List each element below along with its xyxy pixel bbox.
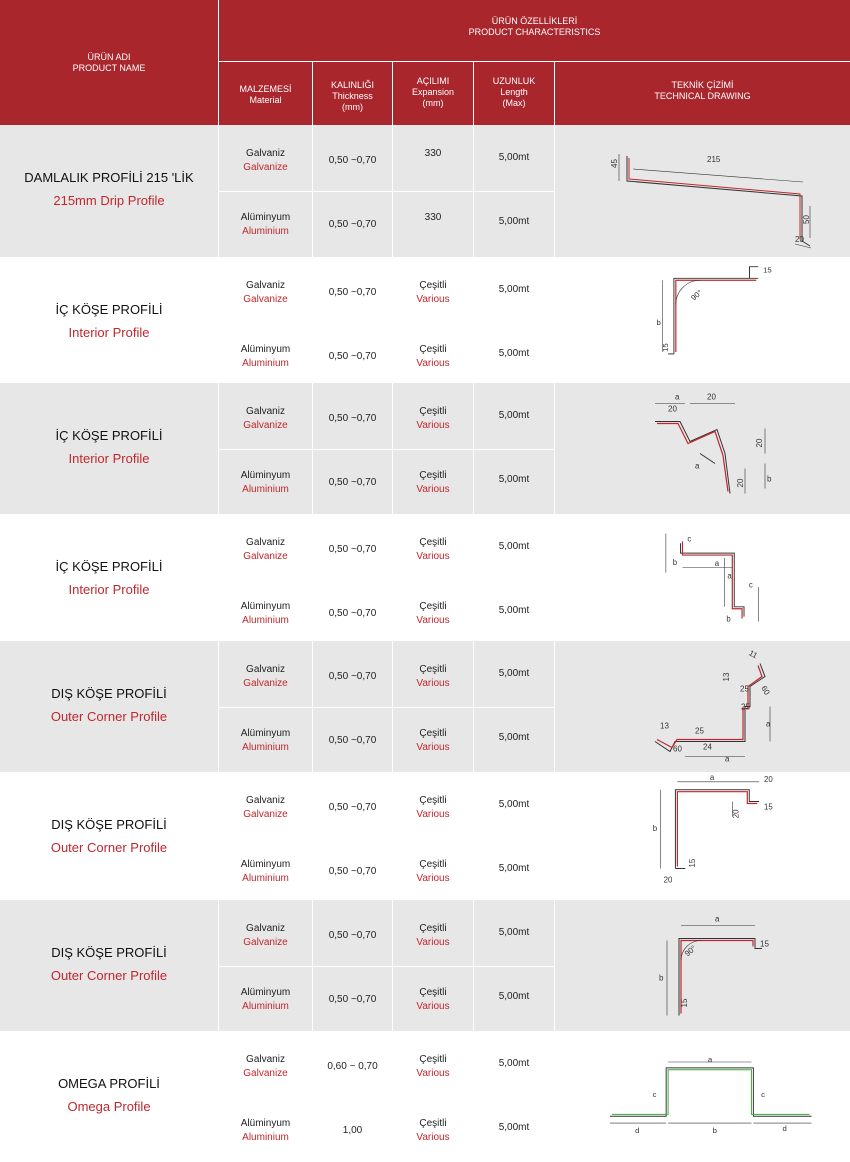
thickness-value: 0,50 ~0,70 bbox=[328, 413, 377, 424]
thickness-cell bbox=[313, 412, 392, 426]
expansion-cell bbox=[393, 279, 473, 307]
material-en: Aluminium bbox=[242, 226, 289, 237]
product-name-tr: DIŞ KÖŞE PROFİLİ bbox=[51, 817, 167, 832]
material-tr: Alüminyum bbox=[240, 344, 291, 355]
length-cell bbox=[474, 1121, 554, 1135]
expansion-en: Various bbox=[416, 294, 450, 305]
material-tr: Galvaniz bbox=[246, 148, 285, 159]
product-group-7 bbox=[0, 900, 850, 1031]
table-header bbox=[0, 0, 850, 125]
expansion-cell bbox=[393, 536, 473, 564]
svg-text:25: 25 bbox=[741, 702, 750, 712]
thickness-value: 0,50 ~0,70 bbox=[328, 477, 377, 488]
column-unit: (Max) bbox=[502, 98, 526, 108]
column-tr: MALZEMESİ bbox=[239, 84, 292, 94]
length-cell bbox=[474, 473, 554, 487]
material-en: Galvanize bbox=[243, 420, 288, 431]
product-name-tr: DIŞ KÖŞE PROFİLİ bbox=[51, 686, 167, 701]
svg-text:60: 60 bbox=[673, 744, 682, 754]
material-tr: Alüminyum bbox=[240, 987, 291, 998]
column-en: Length bbox=[500, 87, 528, 97]
product-group-8 bbox=[0, 1031, 850, 1157]
product-name-en: PRODUCT NAME bbox=[72, 63, 146, 73]
product-name bbox=[0, 1075, 218, 1116]
product-name-tr: İÇ KÖŞE PROFİLİ bbox=[55, 428, 163, 443]
length-value: 5,00mt bbox=[498, 732, 530, 743]
characteristics-header bbox=[219, 16, 850, 38]
thickness-cell bbox=[313, 543, 392, 557]
svg-text:90°: 90° bbox=[689, 287, 705, 303]
svg-text:15: 15 bbox=[760, 939, 769, 949]
svg-text:20: 20 bbox=[663, 875, 673, 885]
length-value: 5,00mt bbox=[498, 348, 530, 359]
outer-corner-drawing-1-svg bbox=[555, 641, 850, 772]
thickness-cell bbox=[313, 1124, 392, 1138]
material-tr: Galvaniz bbox=[246, 406, 285, 417]
expansion-cell bbox=[393, 858, 473, 886]
interior-corner-drawing-2-svg bbox=[555, 383, 850, 514]
expansion-value: Çeşitli bbox=[419, 923, 447, 934]
expansion-cell bbox=[393, 922, 473, 950]
column-tr: KALINLIĞI bbox=[330, 80, 375, 90]
product-group-4 bbox=[0, 514, 850, 641]
product-name bbox=[0, 685, 218, 726]
material-en: Aluminium bbox=[242, 358, 289, 369]
drip-profile-drawing-svg bbox=[555, 125, 850, 257]
expansion-en: Various bbox=[416, 937, 450, 948]
svg-text:45: 45 bbox=[610, 159, 619, 168]
svg-text:b: b bbox=[712, 1125, 717, 1135]
length-cell bbox=[474, 151, 554, 165]
material-cell bbox=[219, 1117, 312, 1145]
thickness-value: 0,50 ~0,70 bbox=[328, 930, 377, 941]
product-group-5 bbox=[0, 641, 850, 772]
svg-text:25: 25 bbox=[695, 726, 704, 736]
svg-text:c: c bbox=[687, 534, 692, 544]
svg-text:24: 24 bbox=[703, 742, 712, 752]
thickness-value: 0,50 ~0,70 bbox=[328, 802, 377, 813]
svg-text:b: b bbox=[652, 824, 658, 834]
length-cell bbox=[474, 215, 554, 229]
expansion-value: Çeşitli bbox=[419, 664, 447, 675]
svg-text:50: 50 bbox=[802, 215, 811, 224]
product-name-tr: İÇ KÖŞE PROFİLİ bbox=[55, 559, 163, 574]
svg-text:20: 20 bbox=[736, 478, 745, 488]
column-tr: UZUNLUK bbox=[492, 76, 536, 86]
length-value: 5,00mt bbox=[498, 1122, 530, 1133]
thickness-cell bbox=[313, 670, 392, 684]
material-en: Aluminium bbox=[242, 1001, 289, 1012]
expansion-en: Various bbox=[416, 1001, 450, 1012]
interior-corner-drawing-2 bbox=[555, 383, 850, 514]
thickness-value: 0,50 ~0,70 bbox=[328, 351, 377, 362]
thickness-cell bbox=[313, 476, 392, 490]
svg-text:20: 20 bbox=[668, 404, 677, 414]
svg-text:13: 13 bbox=[722, 672, 731, 682]
thickness-value: 0,50 ~0,70 bbox=[328, 735, 377, 746]
length-value: 5,00mt bbox=[498, 152, 530, 163]
material-en: Galvanize bbox=[243, 162, 288, 173]
material-tr: Alüminyum bbox=[240, 601, 291, 612]
product-group-6 bbox=[0, 772, 850, 900]
material-en: Aluminium bbox=[242, 742, 289, 753]
product-name bbox=[0, 944, 218, 985]
thickness-cell bbox=[313, 865, 392, 879]
material-cell bbox=[219, 343, 312, 371]
expansion-value: Çeşitli bbox=[419, 795, 447, 806]
svg-text:a: a bbox=[707, 1055, 713, 1065]
svg-text:20: 20 bbox=[764, 774, 773, 784]
thickness-cell bbox=[313, 350, 392, 364]
product-name bbox=[0, 169, 218, 210]
product-group-1 bbox=[0, 125, 850, 257]
material-en: Aluminium bbox=[242, 873, 289, 884]
material-en: Galvanize bbox=[243, 294, 288, 305]
expansion-value: Çeşitli bbox=[419, 859, 447, 870]
material-tr: Galvaniz bbox=[246, 664, 285, 675]
expansion-value: 330 bbox=[424, 212, 442, 223]
svg-text:b: b bbox=[767, 474, 772, 484]
expansion-cell bbox=[393, 211, 473, 225]
expansion-en: Various bbox=[416, 678, 450, 689]
product-name-en: Outer Corner Profile bbox=[50, 840, 168, 855]
expansion-value: Çeşitli bbox=[419, 470, 447, 481]
expansion-cell bbox=[393, 794, 473, 822]
thickness-value: 0,50 ~0,70 bbox=[328, 866, 377, 877]
product-name-tr: DIŞ KÖŞE PROFİLİ bbox=[51, 945, 167, 960]
svg-text:a: a bbox=[766, 719, 771, 729]
expansion-en: Various bbox=[416, 420, 450, 431]
thickness-cell bbox=[313, 929, 392, 943]
thickness-cell bbox=[313, 993, 392, 1007]
material-tr: Alüminyum bbox=[240, 470, 291, 481]
svg-text:c: c bbox=[652, 1089, 657, 1099]
expansion-value: Çeşitli bbox=[419, 1118, 447, 1129]
product-name-en: Outer Corner Profile bbox=[50, 709, 168, 724]
thickness-cell bbox=[313, 801, 392, 815]
length-value: 5,00mt bbox=[498, 927, 530, 938]
expansion-cell bbox=[393, 147, 473, 161]
material-en: Galvanize bbox=[243, 809, 288, 820]
column-tr: TEKNİK ÇİZİMİ bbox=[671, 80, 734, 90]
outer-corner-drawing-2 bbox=[555, 772, 850, 900]
length-cell bbox=[474, 990, 554, 1004]
material-cell bbox=[219, 858, 312, 886]
material-tr: Galvaniz bbox=[246, 280, 285, 291]
length-cell bbox=[474, 926, 554, 940]
expansion-value: Çeşitli bbox=[419, 280, 447, 291]
length-value: 5,00mt bbox=[498, 605, 530, 616]
length-cell bbox=[474, 862, 554, 876]
expansion-cell bbox=[393, 405, 473, 433]
expansion-value: Çeşitli bbox=[419, 344, 447, 355]
svg-text:d: d bbox=[782, 1123, 787, 1133]
svg-text:c: c bbox=[761, 1089, 766, 1099]
expansion-cell bbox=[393, 469, 473, 497]
length-cell bbox=[474, 1057, 554, 1071]
product-name-en: Interior Profile bbox=[68, 325, 150, 340]
material-cell bbox=[219, 211, 312, 239]
expansion-cell bbox=[393, 600, 473, 628]
product-group-2 bbox=[0, 257, 850, 383]
material-cell bbox=[219, 147, 312, 175]
expansion-en: Various bbox=[416, 873, 450, 884]
svg-text:15: 15 bbox=[661, 343, 671, 352]
svg-text:a: a bbox=[714, 558, 720, 568]
length-cell bbox=[474, 409, 554, 423]
svg-text:11: 11 bbox=[747, 648, 759, 661]
material-en: Galvanize bbox=[243, 937, 288, 948]
length-value: 5,00mt bbox=[498, 1058, 530, 1069]
material-cell bbox=[219, 727, 312, 755]
material-tr: Galvaniz bbox=[246, 923, 285, 934]
material-tr: Galvaniz bbox=[246, 1054, 285, 1065]
length-value: 5,00mt bbox=[498, 799, 530, 810]
expansion-cell bbox=[393, 1053, 473, 1081]
length-value: 5,00mt bbox=[498, 863, 530, 874]
expansion-en: Various bbox=[416, 809, 450, 820]
thickness-cell bbox=[313, 1060, 392, 1074]
product-name-en: 215mm Drip Profile bbox=[53, 193, 165, 208]
length-value: 5,00mt bbox=[498, 991, 530, 1002]
product-name-en: Interior Profile bbox=[68, 582, 150, 597]
column-unit: (mm) bbox=[342, 102, 363, 112]
thickness-value: 0,60 ~ 0,70 bbox=[327, 1061, 378, 1072]
material-en: Aluminium bbox=[242, 615, 289, 626]
product-name-tr: DAMLALIK PROFİLİ 215 'LİK bbox=[24, 170, 194, 185]
column-en: Material bbox=[249, 95, 282, 105]
interior-corner-drawing-3 bbox=[555, 514, 850, 641]
length-cell bbox=[474, 667, 554, 681]
thickness-value: 1,00 bbox=[342, 1125, 363, 1136]
thickness-cell bbox=[313, 286, 392, 300]
length-cell bbox=[474, 798, 554, 812]
svg-text:c: c bbox=[748, 580, 753, 590]
svg-text:20: 20 bbox=[755, 438, 764, 448]
column-header-expansion bbox=[393, 76, 473, 109]
svg-text:b: b bbox=[672, 557, 678, 567]
omega-profile-drawing bbox=[555, 1031, 850, 1157]
column-tr: AÇILIMI bbox=[416, 76, 450, 86]
svg-text:215: 215 bbox=[707, 155, 721, 164]
material-tr: Alüminyum bbox=[240, 728, 291, 739]
svg-text:13: 13 bbox=[660, 721, 669, 731]
svg-text:15: 15 bbox=[764, 802, 773, 812]
material-en: Galvanize bbox=[243, 678, 288, 689]
length-cell bbox=[474, 347, 554, 361]
svg-text:25: 25 bbox=[740, 684, 749, 694]
column-en: Expansion bbox=[411, 87, 455, 97]
material-cell bbox=[219, 986, 312, 1014]
length-cell bbox=[474, 540, 554, 554]
outer-corner-drawing-3 bbox=[555, 900, 850, 1031]
expansion-en: Various bbox=[416, 1068, 450, 1079]
expansion-cell bbox=[393, 727, 473, 755]
length-value: 5,00mt bbox=[498, 284, 530, 295]
product-name-tr: İÇ KÖŞE PROFİLİ bbox=[55, 302, 163, 317]
length-value: 5,00mt bbox=[498, 410, 530, 421]
svg-text:a: a bbox=[675, 392, 680, 402]
expansion-cell bbox=[393, 986, 473, 1014]
interior-corner-drawing-1-svg bbox=[555, 257, 850, 383]
expansion-value: Çeşitli bbox=[419, 406, 447, 417]
interior-corner-drawing-1 bbox=[555, 257, 850, 383]
column-en: Thickness bbox=[332, 91, 373, 101]
omega-profile-drawing-svg bbox=[555, 1031, 850, 1157]
expansion-value: Çeşitli bbox=[419, 537, 447, 548]
product-name-en: Interior Profile bbox=[68, 451, 150, 466]
thickness-value: 0,50 ~0,70 bbox=[328, 155, 377, 166]
material-en: Aluminium bbox=[242, 484, 289, 495]
thickness-value: 0,50 ~0,70 bbox=[328, 608, 377, 619]
outer-corner-drawing-3-svg bbox=[555, 900, 850, 1031]
svg-text:d: d bbox=[635, 1125, 640, 1135]
svg-text:a: a bbox=[709, 772, 715, 782]
svg-text:15: 15 bbox=[688, 858, 698, 868]
material-cell bbox=[219, 469, 312, 497]
product-group-3 bbox=[0, 383, 850, 514]
svg-text:20: 20 bbox=[707, 392, 716, 402]
material-tr: Alüminyum bbox=[240, 1118, 291, 1129]
material-cell bbox=[219, 663, 312, 691]
material-cell bbox=[219, 600, 312, 628]
expansion-cell bbox=[393, 343, 473, 371]
material-tr: Galvaniz bbox=[246, 795, 285, 806]
expansion-value: Çeşitli bbox=[419, 987, 447, 998]
material-en: Galvanize bbox=[243, 551, 288, 562]
thickness-value: 0,50 ~0,70 bbox=[328, 544, 377, 555]
expansion-en: Various bbox=[416, 551, 450, 562]
length-value: 5,00mt bbox=[498, 474, 530, 485]
expansion-en: Various bbox=[416, 484, 450, 495]
expansion-cell bbox=[393, 1117, 473, 1145]
product-name bbox=[0, 816, 218, 857]
thickness-cell bbox=[313, 154, 392, 168]
characteristics-tr: ÜRÜN ÖZELLİKLERİ bbox=[491, 16, 578, 26]
column-unit: (mm) bbox=[422, 98, 444, 108]
product-name-en: Outer Corner Profile bbox=[50, 968, 168, 983]
svg-text:a: a bbox=[727, 571, 732, 581]
material-tr: Alüminyum bbox=[240, 859, 291, 870]
material-cell bbox=[219, 1053, 312, 1081]
length-value: 5,00mt bbox=[498, 541, 530, 552]
svg-text:b: b bbox=[659, 973, 664, 983]
thickness-cell bbox=[313, 218, 392, 232]
expansion-value: 330 bbox=[424, 148, 442, 159]
material-en: Aluminium bbox=[242, 1132, 289, 1143]
column-header-drawing bbox=[555, 80, 850, 102]
outer-corner-drawing-1 bbox=[555, 641, 850, 772]
expansion-value: Çeşitli bbox=[419, 601, 447, 612]
expansion-en: Various bbox=[416, 358, 450, 369]
interior-corner-drawing-3-svg bbox=[555, 514, 850, 641]
material-en: Galvanize bbox=[243, 1068, 288, 1079]
outer-corner-drawing-2-svg bbox=[555, 772, 850, 900]
svg-text:15: 15 bbox=[763, 265, 772, 275]
length-cell bbox=[474, 604, 554, 618]
product-name-en: Omega Profile bbox=[67, 1099, 151, 1114]
product-name-tr: ÜRÜN ADI bbox=[87, 52, 131, 62]
drip-profile-drawing bbox=[555, 125, 850, 257]
length-cell bbox=[474, 731, 554, 745]
expansion-en: Various bbox=[416, 742, 450, 753]
svg-text:20: 20 bbox=[731, 809, 741, 819]
material-cell bbox=[219, 536, 312, 564]
column-en: TECHNICAL DRAWING bbox=[654, 91, 751, 101]
expansion-en: Various bbox=[416, 615, 450, 626]
material-cell bbox=[219, 794, 312, 822]
column-header-length bbox=[474, 76, 554, 109]
column-header-thickness bbox=[313, 80, 392, 113]
svg-text:a: a bbox=[725, 754, 730, 764]
svg-text:a: a bbox=[715, 914, 720, 924]
svg-text:15: 15 bbox=[680, 998, 689, 1008]
material-cell bbox=[219, 279, 312, 307]
product-name bbox=[0, 427, 218, 468]
expansion-en: Various bbox=[416, 1132, 450, 1143]
expansion-value: Çeşitli bbox=[419, 728, 447, 739]
thickness-cell bbox=[313, 607, 392, 621]
thickness-value: 0,50 ~0,70 bbox=[328, 994, 377, 1005]
svg-text:b: b bbox=[726, 614, 731, 624]
product-name-tr: OMEGA PROFİLİ bbox=[58, 1076, 160, 1091]
length-value: 5,00mt bbox=[498, 668, 530, 679]
svg-text:b: b bbox=[656, 317, 661, 327]
length-value: 5,00mt bbox=[498, 216, 530, 227]
svg-text:60: 60 bbox=[759, 684, 772, 697]
product-name bbox=[0, 558, 218, 599]
column-header-material bbox=[219, 84, 312, 106]
expansion-value: Çeşitli bbox=[419, 1054, 447, 1065]
material-tr: Alüminyum bbox=[240, 212, 291, 223]
material-cell bbox=[219, 922, 312, 950]
thickness-value: 0,50 ~0,70 bbox=[328, 671, 377, 682]
product-name bbox=[0, 301, 218, 342]
thickness-cell bbox=[313, 734, 392, 748]
svg-text:90°: 90° bbox=[682, 943, 699, 959]
expansion-cell bbox=[393, 663, 473, 691]
characteristics-en: PRODUCT CHARACTERISTICS bbox=[468, 27, 601, 37]
product-name-header bbox=[0, 52, 218, 74]
thickness-value: 0,50 ~0,70 bbox=[328, 219, 377, 230]
material-cell bbox=[219, 405, 312, 433]
length-cell bbox=[474, 283, 554, 297]
thickness-value: 0,50 ~0,70 bbox=[328, 287, 377, 298]
material-tr: Galvaniz bbox=[246, 537, 285, 548]
svg-text:a: a bbox=[695, 461, 700, 471]
svg-text:20: 20 bbox=[795, 235, 804, 244]
